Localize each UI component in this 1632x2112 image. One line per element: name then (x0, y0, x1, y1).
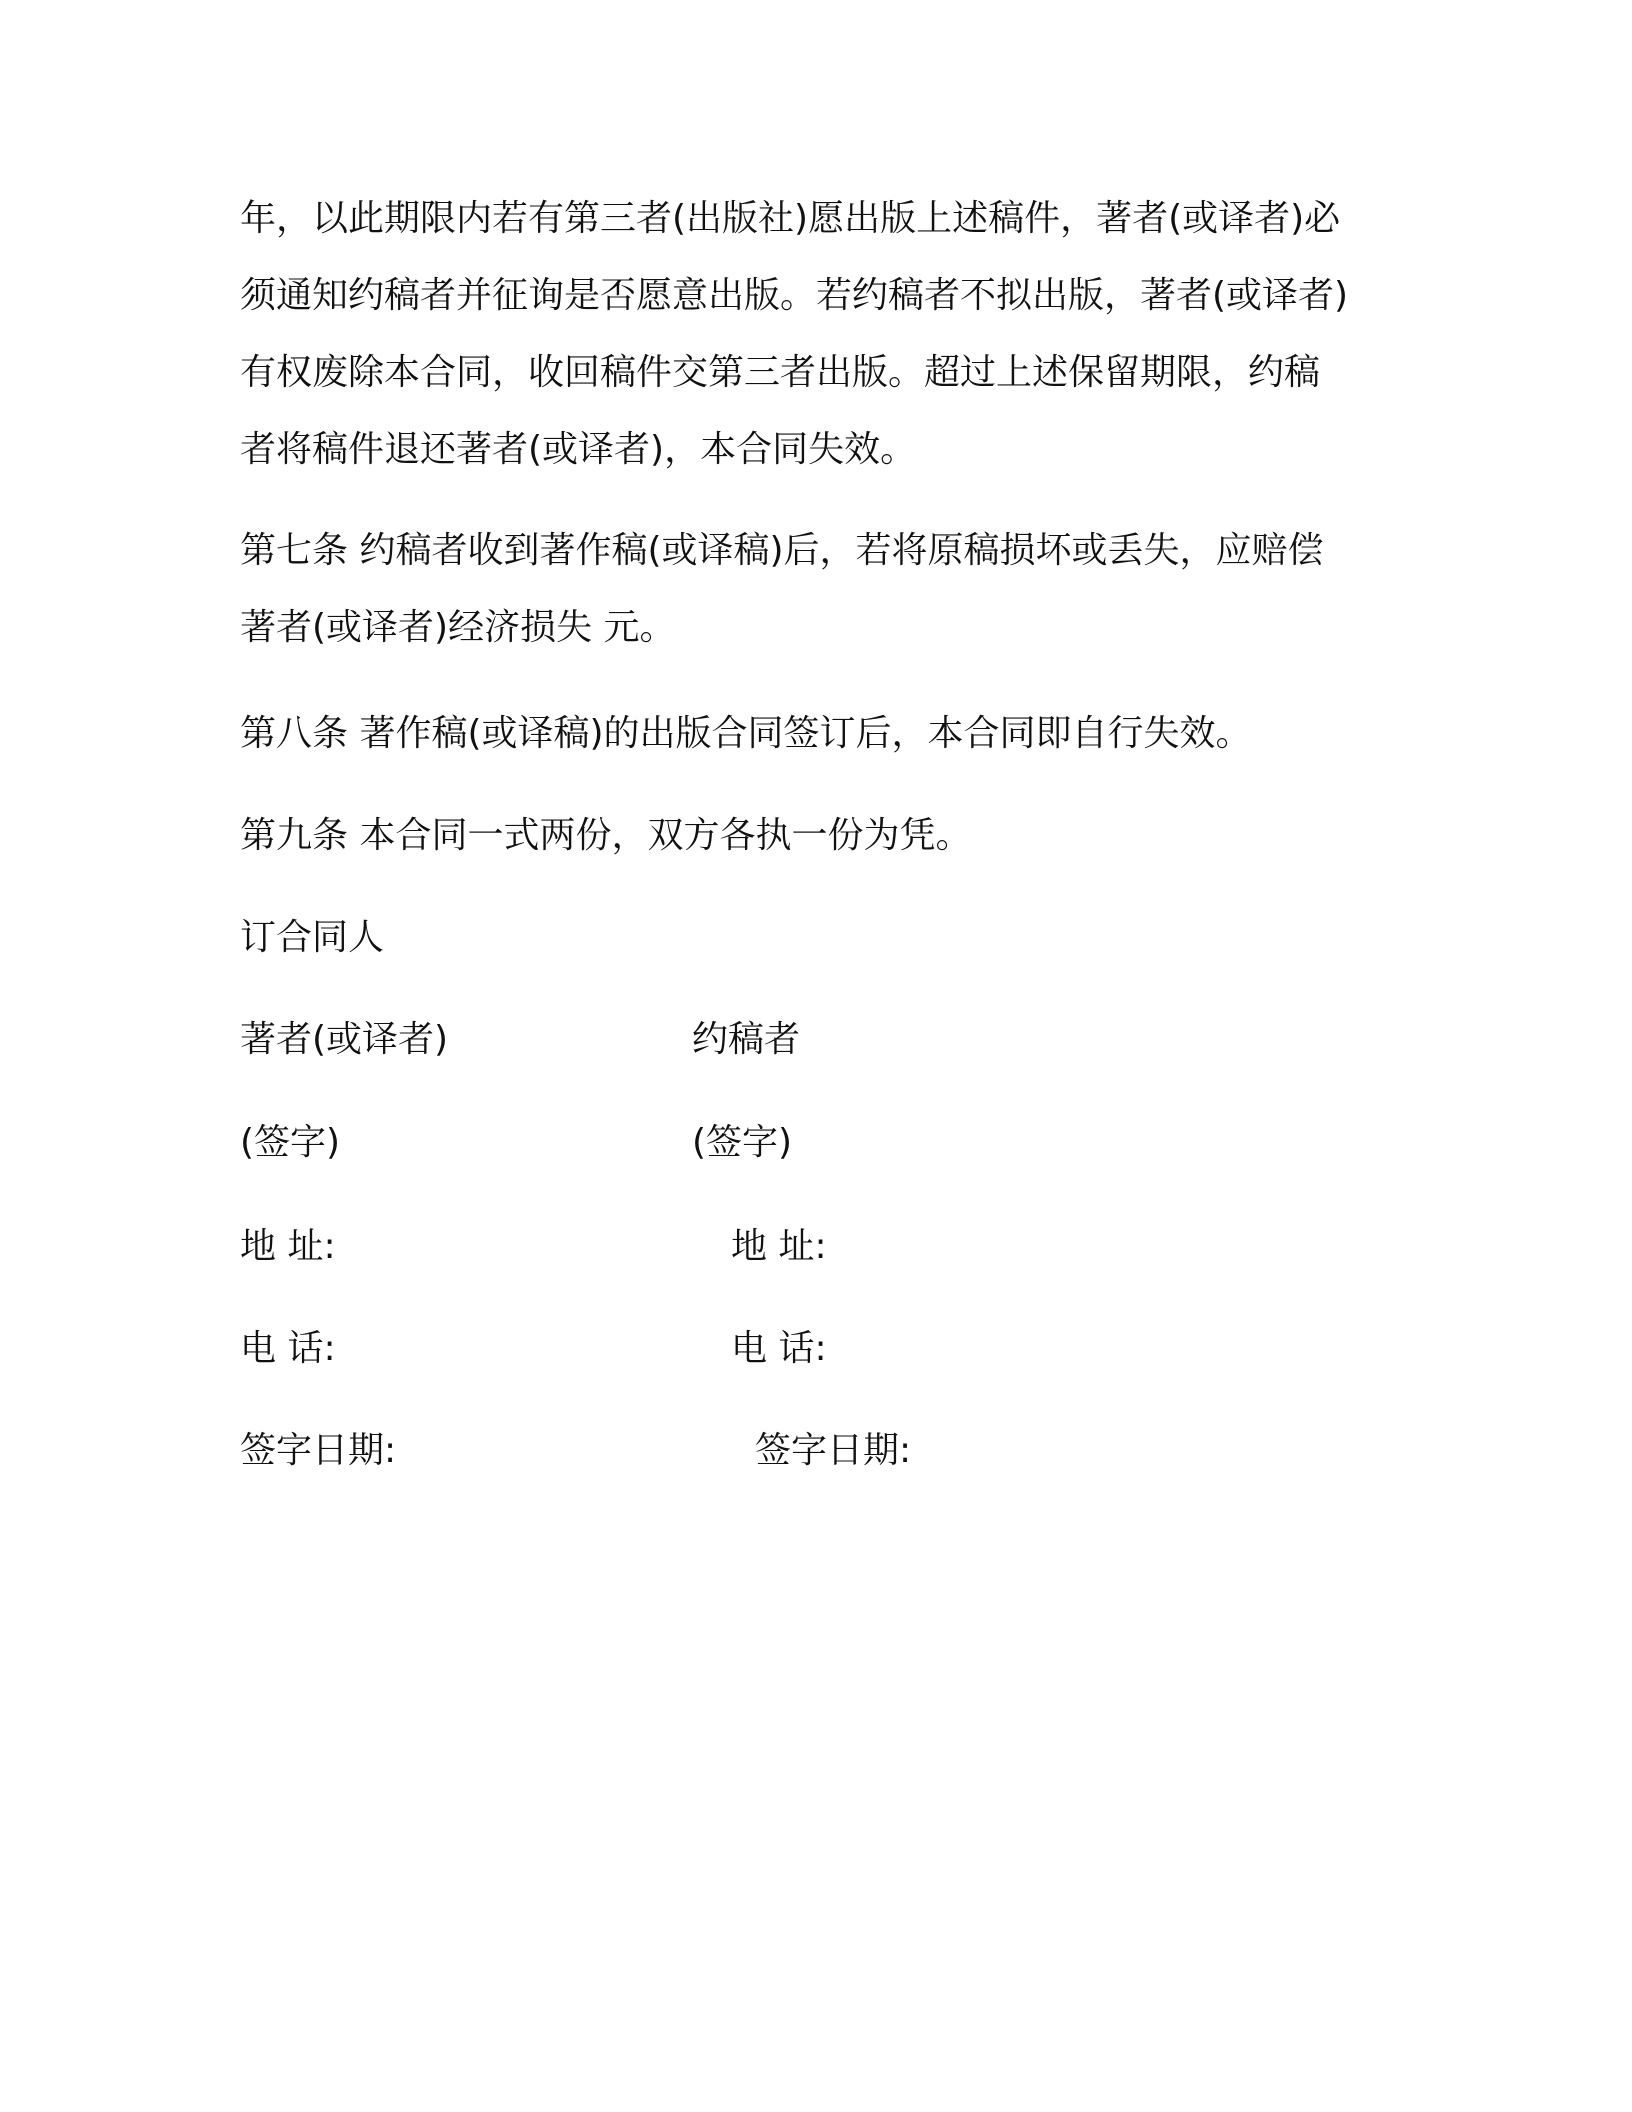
paragraph-article-7 (240, 512, 1400, 666)
text-line: 著者(或译者)经济损失 元。 (240, 607, 676, 648)
signature-parties-row (0, 1010, 1632, 1070)
author-signature-label: (签字) (240, 1122, 341, 1163)
paragraph-article-9 (240, 797, 1400, 874)
author-party-label: 著者(或译者) (240, 1019, 449, 1060)
signature-row (0, 1113, 1632, 1173)
commissioner-address-label: 地 址: (731, 1226, 827, 1267)
phone-row (0, 1319, 1632, 1379)
address-row (0, 1217, 1632, 1277)
paragraph-article-8 (240, 695, 1400, 772)
text-line: 第八条 著作稿(或译稿)的出版合同签订后，本合同即自行失效。 (240, 713, 1252, 754)
commissioner-signature-label: (签字) (692, 1122, 793, 1163)
text-line: 第九条 本合同一式两份，双方各执一份为凭。 (240, 815, 972, 856)
commissioner-party-label: 约稿者 (692, 1019, 801, 1060)
heading-text: 订合同人 (240, 917, 385, 958)
author-address-label: 地 址: (240, 1226, 336, 1267)
paragraph-article-6-continued (240, 180, 1400, 488)
signatories-heading (240, 899, 1400, 976)
text-line: 第七条 约稿者收到著作稿(或译稿)后，若将原稿损坏或丢失，应赔偿 (240, 530, 1324, 571)
author-sign-date-label: 签字日期: (240, 1430, 397, 1471)
text-line: 有权废除本合同，收回稿件交第三者出版。超过上述保留期限，约稿 (240, 352, 1321, 393)
text-line: 者将稿件退还著者(或译者)，本合同失效。 (240, 429, 917, 470)
author-phone-label: 电 话: (240, 1328, 336, 1369)
commissioner-sign-date-label: 签字日期: (755, 1430, 912, 1471)
sign-date-row (0, 1421, 1632, 1481)
commissioner-phone-label: 电 话: (731, 1328, 827, 1369)
text-line: 须通知约稿者并征询是否愿意出版。若约稿者不拟出版，著者(或译者) (240, 275, 1349, 316)
text-line: 年，以此期限内若有第三者(出版社)愿出版上述稿件，著者(或译者)必 (240, 198, 1341, 239)
